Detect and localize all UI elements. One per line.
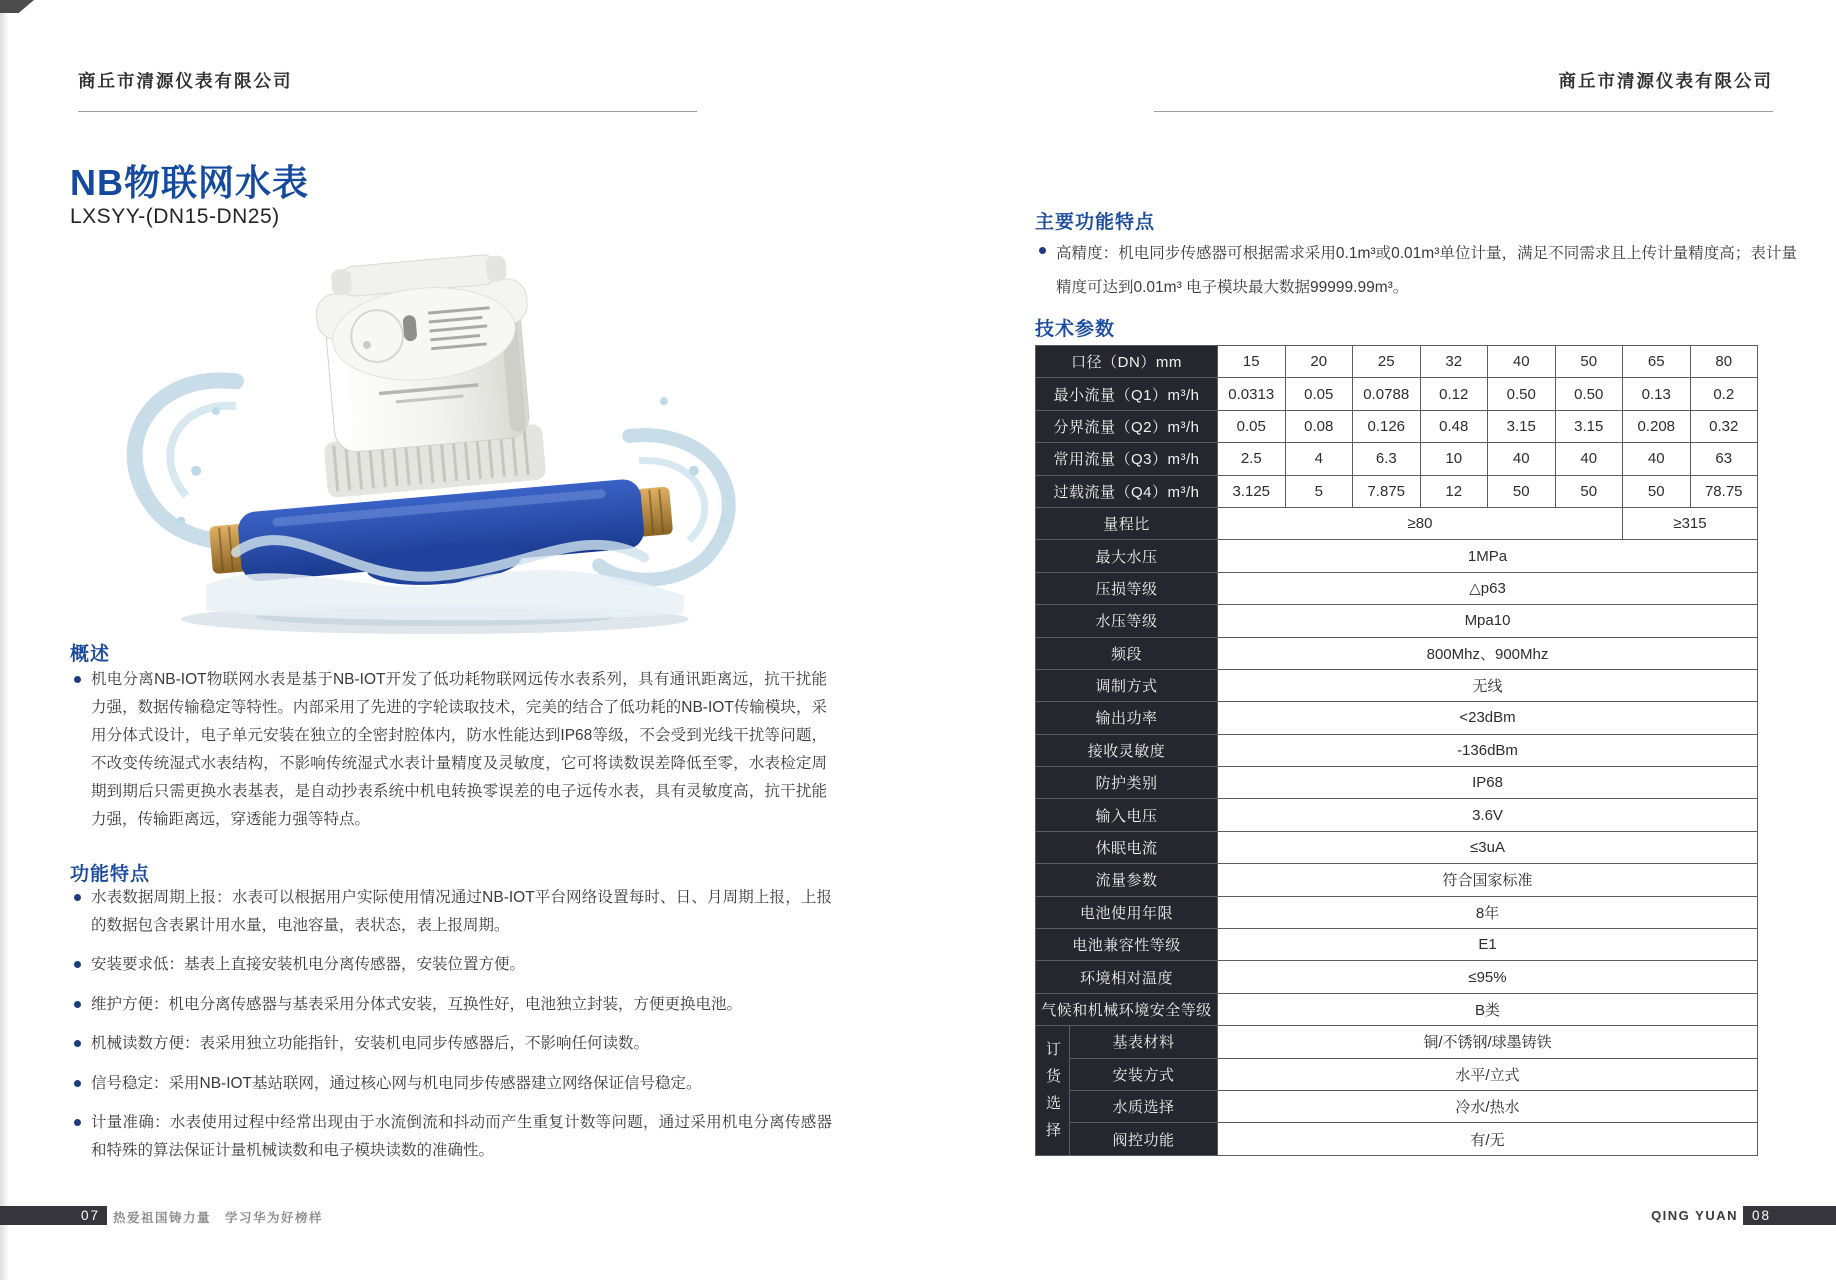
spec-value: 0.12	[1420, 378, 1488, 410]
header-rule-right	[1154, 111, 1773, 112]
spec-label: 频段	[1036, 637, 1218, 669]
spec-value: ≥315	[1623, 507, 1758, 539]
table-row	[1036, 605, 1758, 637]
spec-value: 0.13	[1623, 378, 1691, 410]
spec-label: 输出功率	[1036, 702, 1218, 734]
overview-list	[70, 666, 827, 834]
spec-value: ≤3uA	[1218, 831, 1758, 863]
spec-value: 无线	[1218, 669, 1758, 701]
table-row	[1036, 443, 1758, 475]
scan-edge	[0, 0, 9, 1280]
spec-value: 50	[1555, 475, 1623, 507]
spec-value: Mpa10	[1218, 605, 1758, 637]
table-row	[1036, 767, 1758, 799]
spec-value: 10	[1420, 443, 1488, 475]
spec-value: 25	[1353, 346, 1421, 378]
spec-label: 流量参数	[1036, 864, 1218, 896]
spec-value: 40	[1623, 443, 1691, 475]
table-row	[1036, 410, 1758, 442]
feature-item: 安装要求低：基表上直接安装机电分离传感器，安装位置方便。	[70, 951, 832, 979]
spec-value: 40	[1488, 443, 1556, 475]
spec-label: 分界流量（Q2）m³/h	[1036, 410, 1218, 442]
spec-value: 0.0313	[1218, 378, 1286, 410]
feature-item: 计量准确：水表使用过程中经常出现由于水流倒流和抖动而产生重复计数等问题，通过采用机电分离传感器和特殊的算法保证计量机械读数和电子模块读数的准确性。	[70, 1109, 832, 1164]
spec-value: 3.6V	[1218, 799, 1758, 831]
spec-value: 0.50	[1555, 378, 1623, 410]
spec-label: 水压等级	[1036, 605, 1218, 637]
spec-label: 过载流量（Q4）m³/h	[1036, 475, 1218, 507]
spec-value: 0.0788	[1353, 378, 1421, 410]
table-row	[1036, 799, 1758, 831]
spec-value: 3.15	[1488, 410, 1556, 442]
spec-value: 冷水/热水	[1218, 1090, 1758, 1122]
product-title: NB物联网水表	[70, 162, 309, 203]
table-row	[1036, 993, 1758, 1025]
spec-label: 防护类别	[1036, 767, 1218, 799]
company-name-left: 商丘市清源仪表有限公司	[78, 71, 293, 91]
product-image	[85, 222, 785, 640]
order-group-label: 订货选择	[1036, 1026, 1070, 1156]
page-number-right: 08	[1743, 1206, 1836, 1225]
spec-value: 5	[1285, 475, 1353, 507]
spec-value: 12	[1420, 475, 1488, 507]
spec-value: 3.125	[1218, 475, 1286, 507]
table-row	[1036, 961, 1758, 993]
table-row	[1036, 507, 1758, 539]
spec-value: 0.05	[1285, 378, 1353, 410]
spec-value: 0.2	[1690, 378, 1758, 410]
spec-label: 最小流量（Q1）m³/h	[1036, 378, 1218, 410]
spec-value: E1	[1218, 929, 1758, 961]
spec-table	[1035, 345, 1758, 1156]
spec-value: ≤95%	[1218, 961, 1758, 993]
table-row	[1036, 669, 1758, 701]
table-row	[1036, 1123, 1758, 1155]
feature-item: 维护方便：机电分离传感器与基表采用分体式安装，互换性好，电池独立封装，方便更换电池。	[70, 991, 832, 1019]
spec-value: 800Mhz、900Mhz	[1218, 637, 1758, 669]
spec-value: 40	[1488, 346, 1556, 378]
spec-value: 50	[1623, 475, 1691, 507]
header-rule-left	[78, 111, 697, 112]
spec-value: 15	[1218, 346, 1286, 378]
spec-label: 气候和机械环境安全等级	[1036, 993, 1218, 1025]
footer-slogan: 热爱祖国铸力量 学习华为好榜样	[113, 1211, 324, 1225]
spec-value: 50	[1488, 475, 1556, 507]
spec-value: 0.05	[1218, 410, 1286, 442]
specs-heading: 技术参数	[1035, 319, 1116, 340]
spec-value: 50	[1555, 346, 1623, 378]
feature-item: 信号稳定：采用NB-IOT基站联网，通过核心网与机电同步传感器建立网络保证信号稳定。	[70, 1070, 832, 1098]
spec-value: B类	[1218, 993, 1758, 1025]
table-row	[1036, 1058, 1758, 1090]
table-row	[1036, 929, 1758, 961]
spec-label: 调制方式	[1036, 669, 1218, 701]
spec-value: 有/无	[1218, 1123, 1758, 1155]
table-row	[1036, 864, 1758, 896]
table-row	[1036, 346, 1758, 378]
main-features-list	[1035, 237, 1797, 305]
spec-label: 阀控功能	[1070, 1123, 1218, 1155]
table-row	[1036, 637, 1758, 669]
spec-value: 0.48	[1420, 410, 1488, 442]
spec-value: 65	[1623, 346, 1691, 378]
spec-value: 3.15	[1555, 410, 1623, 442]
spec-label: 输入电压	[1036, 799, 1218, 831]
spec-label: 常用流量（Q3）m³/h	[1036, 443, 1218, 475]
main-feature-item: 高精度：机电同步传感器可根据需求采用0.1m³或0.01m³单位计量，满足不同需求且上传计量精度高；表计量精度可达到0.01m³ 电子模块最大数据99999.99m³。	[1035, 237, 1797, 305]
spec-value: IP68	[1218, 767, 1758, 799]
spec-value: <23dBm	[1218, 702, 1758, 734]
spec-value: 0.50	[1488, 378, 1556, 410]
table-row	[1036, 1090, 1758, 1122]
spec-label: 最大水压	[1036, 540, 1218, 572]
features-list	[70, 884, 832, 1176]
spec-value: 20	[1285, 346, 1353, 378]
company-name-right: 商丘市清源仪表有限公司	[1558, 71, 1773, 91]
spec-value: ≥80	[1218, 507, 1623, 539]
spec-label: 环境相对温度	[1036, 961, 1218, 993]
spec-label: 量程比	[1036, 507, 1218, 539]
spec-value: 符合国家标准	[1218, 864, 1758, 896]
spec-value: 32	[1420, 346, 1488, 378]
spec-value: 4	[1285, 443, 1353, 475]
spec-label: 电池兼容性等级	[1036, 929, 1218, 961]
scan-corner-mark	[0, 0, 34, 13]
spec-label: 水质选择	[1070, 1090, 1218, 1122]
feature-item: 机械读数方便：表采用独立功能指针，安装机电同步传感器后，不影响任何读数。	[70, 1030, 832, 1058]
spec-value: 78.75	[1690, 475, 1758, 507]
spec-label: 基表材料	[1070, 1026, 1218, 1058]
table-row	[1036, 540, 1758, 572]
spec-label: 压损等级	[1036, 572, 1218, 604]
spec-value: 2.5	[1218, 443, 1286, 475]
table-row	[1036, 378, 1758, 410]
footer-brand: QING YUAN	[1651, 1208, 1738, 1223]
spec-value: △p63	[1218, 572, 1758, 604]
table-row	[1036, 831, 1758, 863]
table-row	[1036, 572, 1758, 604]
spec-label: 口径（DN）mm	[1036, 346, 1218, 378]
spec-value: 6.3	[1353, 443, 1421, 475]
feature-item: 水表数据周期上报：水表可以根据用户实际使用情况通过NB-IOT平台网络设置每时、日、月周期上报，上报的数据包含表累计用水量，电池容量，表状态，表上报周期。	[70, 884, 832, 939]
spec-label: 休眠电流	[1036, 831, 1218, 863]
table-row	[1036, 702, 1758, 734]
table-row	[1036, 896, 1758, 928]
table-row	[1036, 1026, 1758, 1058]
spec-value: 40	[1555, 443, 1623, 475]
spec-label: 电池使用年限	[1036, 896, 1218, 928]
spec-label: 安装方式	[1070, 1058, 1218, 1090]
spec-value: 0.126	[1353, 410, 1421, 442]
spec-value: 8年	[1218, 896, 1758, 928]
product-model: LXSYY-(DN15-DN25)	[70, 205, 280, 228]
spec-value: 1MPa	[1218, 540, 1758, 572]
spec-value: 63	[1690, 443, 1758, 475]
page-number-left: 07	[0, 1206, 107, 1225]
spec-value: -136dBm	[1218, 734, 1758, 766]
spec-value: 0.08	[1285, 410, 1353, 442]
table-row	[1036, 475, 1758, 507]
features-heading: 功能特点	[70, 864, 151, 885]
table-row	[1036, 734, 1758, 766]
spec-value: 0.208	[1623, 410, 1691, 442]
spec-value: 0.32	[1690, 410, 1758, 442]
spec-value: 铜/不锈钢/球墨铸铁	[1218, 1026, 1758, 1058]
overview-heading: 概述	[70, 644, 111, 665]
spec-value: 7.875	[1353, 475, 1421, 507]
overview-item: 机电分离NB-IOT物联网水表是基于NB-IOT开发了低功耗物联网远传水表系列，具有通讯距离远，抗干扰能力强，数据传输稳定等特性。内部采用了先进的字轮读取技术，完美的结合了低功耗的NB-IOT传输模块，采用分体式设计，电子单元安装在独立的全密封腔体内，防水性能达到IP68等级，不会受到光线干扰等问题，不改变传统湿式水表结构，不影响传统湿式水表计量精度及灵敏度，它可将读数误差降低至零，水表检定周期到期后只需更换水表基表，是自动抄表系统中机电转换零误差的电子远传水表，具有灵敏度高，抗干扰能力强，传输距离远，穿透能力强等特点。	[70, 666, 827, 834]
spec-value: 水平/立式	[1218, 1058, 1758, 1090]
spec-label: 接收灵敏度	[1036, 734, 1218, 766]
spec-value: 80	[1690, 346, 1758, 378]
main-features-heading: 主要功能特点	[1035, 212, 1156, 233]
